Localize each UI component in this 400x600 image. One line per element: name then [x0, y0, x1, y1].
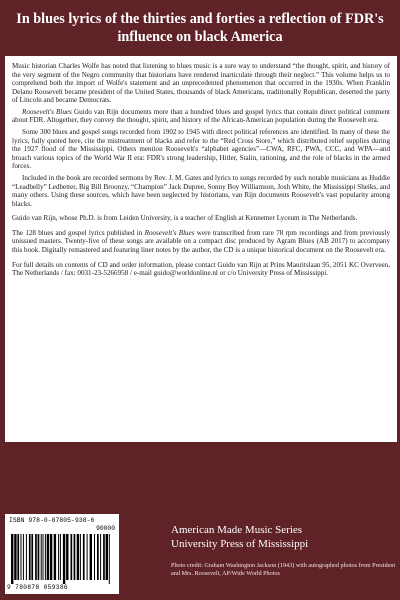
- paragraph-contact: For full details on contents of CD and order information, please contact Guido van Rijn at Prins Mauritslaan 95, 2051 KC Overveen, The Netherlands / fax: 0031-23-5266958 / e-mail guido@worldonline.nl or c/o University Press of Mississippi.: [12, 260, 390, 278]
- barcode-bar: [109, 534, 110, 584]
- barcode-bar: [100, 534, 101, 580]
- price-code: 90000: [96, 525, 115, 532]
- barcode-bar: [60, 534, 61, 580]
- barcode-bar: [94, 534, 95, 580]
- barcode-bar: [14, 534, 16, 580]
- publisher-name: University Press of Mississippi: [171, 538, 309, 550]
- barcode-bar: [21, 534, 22, 580]
- cover-headline: In blues lyrics of the thirties and forties a reflection of FDR's influence on black America: [16, 11, 384, 45]
- barcode-bar: [97, 534, 99, 580]
- lyrics-text-a: The 128 blues and gospel lyrics published in: [12, 228, 145, 237]
- barcode-bars: [11, 534, 113, 584]
- barcode-bar: [87, 534, 88, 580]
- barcode-bar: [80, 534, 81, 580]
- barcode-bar: [17, 534, 19, 580]
- paragraph-sermons: Included in the book are recorded sermons by Rev. J. M. Gates and lyrics to songs recorded by such notable musicians as Huddie “Leadbelly” Ledbetter, Big Bill Broonzy, “Champion” Jack Dupree, Sonny Boy Williamson, Josh White, the Mississippi Sheiks, and many others. Using these sources, which have been neglected by historians, van Rijn documents Roosevelt's vast popularity among blacks.: [12, 174, 390, 208]
- barcode-bar: [54, 534, 56, 580]
- photo-credit: Photo credit: Graham Washington Jackson (1943) with autographed photos from President and Mrs. Roosevelt, AP/Wide World Photos: [171, 562, 396, 577]
- barcode-bar: [83, 534, 85, 580]
- barcode-bar: [11, 534, 13, 584]
- barcode-bar: [50, 534, 52, 580]
- lyrics-title-italic: Roosevelt's Blues: [144, 228, 195, 237]
- barcode-bar: [63, 534, 65, 584]
- barcode-bar: [77, 534, 79, 580]
- barcode-bar: [90, 534, 92, 580]
- barcode-bar: [41, 534, 42, 580]
- barcode-bar: [31, 534, 33, 580]
- paragraph-lyrics: [12, 229, 390, 255]
- paragraph-author: Guido van Rijn, whose Ph.D. is from Leiden University, is a teacher of English at Kennemer Lyceum in The Netherlands.: [12, 214, 358, 223]
- barcode-bar: [29, 534, 31, 580]
- barcode-box: [5, 514, 119, 594]
- barcode-bar: [71, 534, 73, 580]
- barcode-bar: [35, 534, 37, 580]
- paragraph-overview: [12, 108, 390, 125]
- series-name: American Made Music Series: [171, 524, 303, 536]
- barcode-bar: [66, 534, 68, 580]
- book-title-italic: Roosevelt's Blues: [22, 107, 72, 116]
- paragraph-intro: Music historian Charles Wolfe has noted that listening to blues music is a sure way to understand “the thought, spirit, and history of the very segment of the Negro community that historians have rendered inarticulate through their neglect.” This volume helps us to comprehend both the import of Wolfe's statement and an unprecedented phenomenon that occurred in the 1930s. When Franklin Delano Roosevelt became president of the United States, thousands of black Americans, traditionally Republican, deserted the party of Lincoln and became Democrats.: [12, 62, 390, 105]
- lyrics-text-b: were transcribed from rare 78 rpm recordings and from previously unissued masters. Twenty-five of these songs are available on a compact disc produced by Agram Blues (AB 2017) to accompany this book. Digitally remastered and featuring liner notes by the author, the CD is a unique historical document on the Roosevelt era.: [12, 228, 390, 254]
- barcode-bar: [38, 534, 40, 580]
- series-info: [171, 523, 396, 551]
- paragraph-overview-text: Guido van Rijn documents more than a hundred blues and gospel lyrics that contain direct political comment about FDR. Altogether, they convey the thought, spirit, and history of the African-American population during the Roosevelt era.: [12, 107, 390, 125]
- barcode-bar: [74, 534, 76, 580]
- barcode-bar: [103, 534, 105, 580]
- barcode-digits: 9 780878 059386: [7, 584, 68, 591]
- barcode-bar: [58, 534, 59, 580]
- barcode-bar: [43, 534, 44, 580]
- barcode-bar: [23, 534, 24, 580]
- barcode-bar: [47, 534, 49, 580]
- barcode-bar: [45, 534, 46, 580]
- description-box: [5, 56, 397, 442]
- barcode-bar: [26, 534, 27, 580]
- description-text: [12, 62, 390, 281]
- paragraph-songs: Some 300 blues and gospel songs recorded from 1902 to 1945 with direct political references are identified. In many of these the lyrics, fully quoted here, cite the mistreatment of blacks and refer to the “Red Cross Store,” which distributed relief supplies during the 1927 flood of the Mississippi. Others mention Roosevelt's “alphabet agencies”—CWA, RFC, PWA, CCC, and WPA—and broach various topics of the World War II era: FDR's strong leadership, Hitler, Stalin, rationing, and the role of blacks in the armed forces.: [12, 128, 390, 171]
- isbn-label: ISBN 978-0-87805-938-6: [9, 517, 95, 524]
- barcode-bar: [106, 534, 108, 580]
